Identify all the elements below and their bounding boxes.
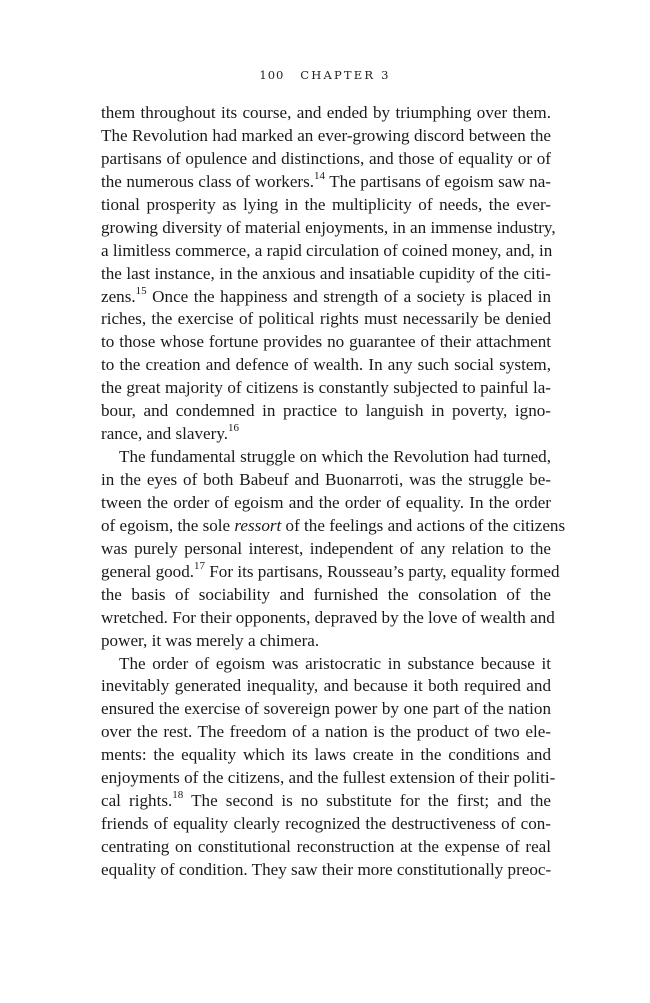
text-line: bour, and condemned in practice to languish in poverty, igno- [101,401,551,421]
text-line: over the rest. The freedom of a nation is the product of two ele- [101,722,551,742]
body-text [101,102,566,882]
text-line: was purely personal interest, independent of any relation to the [101,538,551,558]
text-line: the numerous class of workers.$^{14}$ The partisans of egoism saw na- [101,170,552,191]
text-line: cal rights.$^{18}$ The second is no substitute for the first; and the [101,789,551,811]
text-line: the last instance, in the anxious and insatiable cupidity of the citi- [101,263,551,283]
running-head [0,68,650,82]
text-line: them throughout its course, and ended by triumphing over them. [101,103,551,122]
footnote-marker[interactable]: 17 [194,560,206,573]
text-line: centrating on constitutional reconstruction at the expense of real [101,837,551,856]
text-line: zens.$^{15}$ Once the happiness and strength of a society is placed in [101,284,551,306]
text-line: of egoism, the sole ressort of the feelings and actions of the citizens [101,515,566,535]
text-line: The order of egoism was aristocratic in substance because it [119,653,551,673]
text-line: tween the order of egoism and the order of equality. In the order [101,492,551,512]
text-line: power, it was merely a chimera. [101,630,320,650]
text-line: growing diversity of material enjoyments, in an immense industry, [101,217,556,237]
footnote-marker[interactable]: 15 [135,284,147,297]
text-line: a limitless commerce, a rapid circulation of coined money, and, in [101,240,553,260]
text-line: ensured the exercise of sovereign power by one part of the nation [101,699,551,719]
text-line: friends of equality clearly recognized the destructiveness of con- [101,814,551,834]
text-line: rance, and slavery.$^{16}$ [101,422,240,444]
text-line: tional prosperity as lying in the multiplicity of needs, the ever- [101,194,551,214]
footnote-marker[interactable]: 14 [314,170,326,183]
footnote-marker[interactable]: 16 [228,422,240,435]
text-line: riches, the exercise of political rights must necessarily be denied [101,309,551,329]
chapter-label: CHAPTER 3 [300,68,391,82]
footnote-marker[interactable]: 18 [172,789,184,802]
text-line: equality of condition. They saw their more constitutionally preoc- [101,859,552,879]
text-line: the basis of sociability and furnished the consolation of the [101,584,551,604]
text-line: to those whose fortune provides no guarantee of their attachment [101,332,551,352]
text-line: in the eyes of both Babeuf and Buonarroti, was the struggle be- [101,470,551,489]
text-line: The fundamental struggle on which the Revolution had turned, [119,447,551,467]
text-line: ments: the equality which its laws create in the conditions and [101,745,551,765]
text-line: enjoyments of the citizens, and the fullest extension of their politi- [101,768,556,788]
text-line: general good.$^{17}$ For its partisans, Rousseau’s party, equality formed [101,560,560,581]
text-line: inevitably generated inequality, and because it both required and [101,676,551,696]
text-line: partisans of opulence and distinctions, and those of equality or of [101,148,551,168]
text-line: The Revolution had marked an ever-growing discord between the [101,125,551,145]
text-line: the great majority of citizens is constantly subjected to painful la- [101,378,551,398]
text-line: to the creation and defence of wealth. In any such social system, [101,355,551,375]
text-line: wretched. For their opponents, depraved by the love of wealth and [101,607,555,627]
page-number: 100 [259,68,285,82]
italic-term: ressort [234,515,282,535]
